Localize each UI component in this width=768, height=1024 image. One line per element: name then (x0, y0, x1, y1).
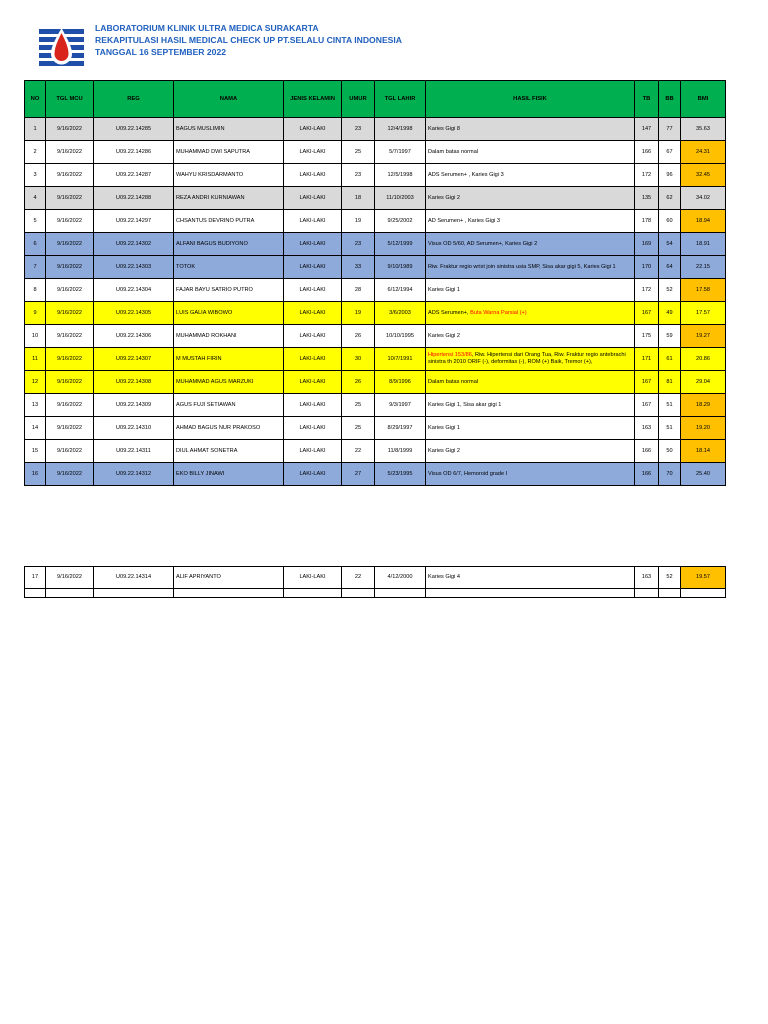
cell-jenis-kelamin: LAKI-LAKI (284, 279, 342, 302)
lab-logo-icon (39, 25, 84, 70)
table-row (25, 567, 726, 589)
col-header-umur: UMUR (342, 81, 375, 118)
cell-bmi: 18.14 (681, 440, 726, 463)
cell-hasil-fisik (426, 371, 635, 394)
cell-nama: LUIS GALIA WIBOWO (174, 302, 284, 325)
cell-no: 8 (25, 279, 46, 302)
empty-cell (25, 589, 46, 598)
hasil-fisik-text: Riw. Fraktur regio wrist join sinistra usia SMP, Sisa akar gigi 5, Karies Gigi 1 (428, 263, 616, 270)
cell-nama: MUHAMMAD AGUS MARZUKI (174, 371, 284, 394)
cell-umur: 22 (342, 567, 375, 589)
cell-tgl-lahir: 11/8/1999 (375, 440, 426, 463)
cell-tgl-mcu: 9/16/2022 (46, 210, 94, 233)
cell-tb: 167 (635, 371, 659, 394)
table-row (25, 118, 726, 141)
table-row (25, 302, 726, 325)
cell-nama: AHMAD BAGUS NUR PRAKOSO (174, 417, 284, 440)
cell-nama: EKO BILLY JINAWI (174, 463, 284, 486)
cell-jenis-kelamin: LAKI-LAKI (284, 141, 342, 164)
col-header-jenis-kelamin: JENIS KELAMIN (284, 81, 342, 118)
cell-tgl-lahir: 10/7/1991 (375, 348, 426, 371)
cell-no: 2 (25, 141, 46, 164)
cell-bmi: 34.02 (681, 187, 726, 210)
cell-bmi: 18.94 (681, 210, 726, 233)
cell-nama: TOTOK (174, 256, 284, 279)
hasil-fisik-text: , Riw. Hipertensi dari Orang Tua, Riw. Fraktur regio antebrachi sinistra th 2010 ORIF (-), deformitas (-), ROM (+) Baik, Tremor (+), (428, 352, 626, 365)
cell-tgl-lahir: 5/12/1999 (375, 233, 426, 256)
cell-hasil-fisik (426, 210, 635, 233)
cell-nama: M MUSTAH FIRIN (174, 348, 284, 371)
cell-reg: U09.22.14297 (94, 210, 174, 233)
cell-bmi: 17.57 (681, 302, 726, 325)
cell-reg: U09.22.14310 (94, 417, 174, 440)
cell-tb: 167 (635, 394, 659, 417)
cell-jenis-kelamin: LAKI-LAKI (284, 118, 342, 141)
table-header-row (25, 81, 726, 118)
mcu-table (24, 80, 726, 486)
hasil-fisik-text: Karies Gigi 1, Sisa akar gigi 1 (428, 401, 502, 408)
cell-hasil-fisik (426, 279, 635, 302)
cell-tgl-mcu: 9/16/2022 (46, 463, 94, 486)
cell-jenis-kelamin: LAKI-LAKI (284, 348, 342, 371)
hasil-fisik-text: Karies Gigi 2 (428, 447, 461, 454)
col-header-bb: BB (659, 81, 681, 118)
cell-reg: U09.22.14308 (94, 371, 174, 394)
cell-bb: 67 (659, 141, 681, 164)
cell-hasil-fisik (426, 463, 635, 486)
lab-name: LABORATORIUM KLINIK ULTRA MEDICA SURAKARTA (95, 23, 319, 33)
hasil-fisik-text: Visus OD 5/60, AD Serumen+, Karies Gigi 2 (428, 240, 538, 247)
cell-reg: U09.22.14305 (94, 302, 174, 325)
cell-bb: 64 (659, 256, 681, 279)
cell-jenis-kelamin: LAKI-LAKI (284, 256, 342, 279)
cell-bb: 70 (659, 463, 681, 486)
table-row (25, 210, 726, 233)
col-header-tgl-mcu: TGL MCU (46, 81, 94, 118)
hasil-fisik-text: Dalam batas normal (428, 378, 479, 385)
cell-hasil-fisik (426, 141, 635, 164)
empty-cell (659, 589, 681, 598)
cell-no: 9 (25, 302, 46, 325)
cell-nama: ALIF APRIYANTO (174, 567, 284, 589)
table-row (25, 440, 726, 463)
cell-tgl-lahir: 5/7/1997 (375, 141, 426, 164)
cell-tgl-lahir: 3/6/2003 (375, 302, 426, 325)
cell-tgl-mcu: 9/16/2022 (46, 302, 94, 325)
cell-tb: 147 (635, 118, 659, 141)
hasil-fisik-text: Karies Gigi 8 (428, 125, 461, 132)
empty-cell (94, 589, 174, 598)
cell-umur: 19 (342, 210, 375, 233)
cell-umur: 25 (342, 394, 375, 417)
table-row (25, 233, 726, 256)
cell-umur: 18 (342, 187, 375, 210)
cell-tgl-lahir: 12/4/1998 (375, 118, 426, 141)
cell-reg: U09.22.14302 (94, 233, 174, 256)
cell-hasil-fisik (426, 233, 635, 256)
empty-cell (635, 589, 659, 598)
cell-no: 1 (25, 118, 46, 141)
cell-tgl-mcu: 9/16/2022 (46, 417, 94, 440)
cell-bmi: 18.91 (681, 233, 726, 256)
empty-cell (284, 589, 342, 598)
cell-tgl-lahir: 6/12/1994 (375, 279, 426, 302)
hasil-fisik-text: Visus OD 6/7, Hemoroid grade I (428, 470, 508, 477)
table-row (25, 279, 726, 302)
cell-no: 14 (25, 417, 46, 440)
cell-jenis-kelamin: LAKI-LAKI (284, 440, 342, 463)
cell-reg: U09.22.14285 (94, 118, 174, 141)
cell-jenis-kelamin: LAKI-LAKI (284, 394, 342, 417)
cell-tgl-lahir: 9/25/2002 (375, 210, 426, 233)
mcu-table-continued (24, 566, 726, 598)
cell-jenis-kelamin: LAKI-LAKI (284, 325, 342, 348)
hasil-fisik-text: ADS Serumen+ , Karies Gigi 3 (428, 171, 504, 178)
cell-nama: MUHAMMAD DWI SAPUTRA (174, 141, 284, 164)
hasil-fisik-text: Karies Gigi 4 (428, 574, 461, 580)
table-row (25, 371, 726, 394)
cell-no: 17 (25, 567, 46, 589)
cell-reg: U09.22.14287 (94, 164, 174, 187)
cell-tgl-mcu: 9/16/2022 (46, 567, 94, 589)
cell-hasil-fisik (426, 302, 635, 325)
cell-jenis-kelamin: LAKI-LAKI (284, 233, 342, 256)
cell-reg: U09.22.14306 (94, 325, 174, 348)
cell-umur: 27 (342, 463, 375, 486)
cell-jenis-kelamin: LAKI-LAKI (284, 371, 342, 394)
cell-reg: U09.22.14309 (94, 394, 174, 417)
cell-no: 11 (25, 348, 46, 371)
hasil-fisik-text: ADS Serumen+, (428, 309, 471, 316)
cell-bb: 52 (659, 279, 681, 302)
cell-tgl-lahir: 8/29/1997 (375, 417, 426, 440)
cell-tgl-lahir: 10/10/1995 (375, 325, 426, 348)
cell-hasil-fisik (426, 567, 635, 589)
cell-tb: 175 (635, 325, 659, 348)
cell-umur: 30 (342, 348, 375, 371)
table-row (25, 463, 726, 486)
cell-nama: DIUL AHMAT SONETRA (174, 440, 284, 463)
cell-jenis-kelamin: LAKI-LAKI (284, 567, 342, 589)
cell-reg: U09.22.14288 (94, 187, 174, 210)
hasil-fisik-text: Karies Gigi 2 (428, 332, 461, 339)
cell-nama: FAJAR BAYU SATRIO PUTRO (174, 279, 284, 302)
cell-umur: 28 (342, 279, 375, 302)
cell-jenis-kelamin: LAKI-LAKI (284, 210, 342, 233)
cell-tb: 172 (635, 279, 659, 302)
cell-bmi: 19.57 (681, 567, 726, 589)
cell-tgl-mcu: 9/16/2022 (46, 394, 94, 417)
cell-tgl-lahir: 9/3/1997 (375, 394, 426, 417)
cell-hasil-fisik (426, 164, 635, 187)
cell-tgl-lahir: 11/10/2003 (375, 187, 426, 210)
cell-umur: 19 (342, 302, 375, 325)
hasil-fisik-highlight: Buta Warna Parsial (+) (470, 309, 527, 316)
cell-hasil-fisik (426, 394, 635, 417)
cell-hasil-fisik (426, 187, 635, 210)
cell-jenis-kelamin: LAKI-LAKI (284, 164, 342, 187)
cell-bmi: 19.27 (681, 325, 726, 348)
cell-tb: 166 (635, 440, 659, 463)
cell-bb: 77 (659, 118, 681, 141)
cell-umur: 26 (342, 325, 375, 348)
cell-nama: AGUS FUJI SETIAWAN (174, 394, 284, 417)
cell-no: 6 (25, 233, 46, 256)
cell-bmi: 20.86 (681, 348, 726, 371)
cell-bmi: 24.31 (681, 141, 726, 164)
cell-bb: 60 (659, 210, 681, 233)
cell-tgl-lahir: 4/12/2000 (375, 567, 426, 589)
cell-reg: U09.22.14304 (94, 279, 174, 302)
empty-row (25, 589, 726, 598)
cell-umur: 22 (342, 440, 375, 463)
cell-bmi: 22.15 (681, 256, 726, 279)
cell-tgl-mcu: 9/16/2022 (46, 118, 94, 141)
cell-bb: 59 (659, 325, 681, 348)
cell-tgl-mcu: 9/16/2022 (46, 279, 94, 302)
col-header-tgl-lahir: TGL LAHIR (375, 81, 426, 118)
cell-umur: 23 (342, 164, 375, 187)
cell-tgl-mcu: 9/16/2022 (46, 371, 94, 394)
cell-no: 16 (25, 463, 46, 486)
cell-no: 13 (25, 394, 46, 417)
col-header-bmi: BMI (681, 81, 726, 118)
cell-bb: 54 (659, 233, 681, 256)
cell-no: 3 (25, 164, 46, 187)
empty-cell (46, 589, 94, 598)
cell-bmi: 18.29 (681, 394, 726, 417)
table-row (25, 141, 726, 164)
empty-cell (426, 589, 635, 598)
table-row (25, 256, 726, 279)
cell-tgl-mcu: 9/16/2022 (46, 440, 94, 463)
hasil-fisik-text: Karies Gigi 1 (428, 286, 461, 293)
hasil-fisik-text: Dalam batas normal (428, 148, 479, 155)
cell-tb: 170 (635, 256, 659, 279)
cell-bb: 51 (659, 394, 681, 417)
cell-bmi: 35.63 (681, 118, 726, 141)
col-header-hasil-fisik: HASIL FISIK (426, 81, 635, 118)
cell-no: 12 (25, 371, 46, 394)
table-row (25, 417, 726, 440)
cell-tgl-mcu: 9/16/2022 (46, 233, 94, 256)
cell-umur: 25 (342, 141, 375, 164)
hasil-fisik-highlight: Hipertensi 153/86 (428, 352, 472, 358)
col-header-tb: TB (635, 81, 659, 118)
cell-tb: 135 (635, 187, 659, 210)
cell-tb: 171 (635, 348, 659, 371)
table-row (25, 187, 726, 210)
cell-tb: 169 (635, 233, 659, 256)
cell-tb: 167 (635, 302, 659, 325)
cell-reg: U09.22.14286 (94, 141, 174, 164)
empty-cell (174, 589, 284, 598)
table-row (25, 164, 726, 187)
cell-tgl-mcu: 9/16/2022 (46, 256, 94, 279)
cell-hasil-fisik (426, 118, 635, 141)
cell-nama: REZA ANDRI KURNIAWAN (174, 187, 284, 210)
cell-tgl-mcu: 9/16/2022 (46, 348, 94, 371)
cell-umur: 26 (342, 371, 375, 394)
cell-reg: U09.22.14307 (94, 348, 174, 371)
col-header-no: NO (25, 81, 46, 118)
cell-umur: 33 (342, 256, 375, 279)
cell-bmi: 19.20 (681, 417, 726, 440)
cell-tgl-mcu: 9/16/2022 (46, 325, 94, 348)
cell-bb: 96 (659, 164, 681, 187)
hasil-fisik-text: AD Serumen+ , Karies Gigi 3 (428, 217, 500, 224)
table-row (25, 325, 726, 348)
cell-jenis-kelamin: LAKI-LAKI (284, 417, 342, 440)
cell-tgl-lahir: 9/10/1989 (375, 256, 426, 279)
cell-bb: 61 (659, 348, 681, 371)
cell-bmi: 17.58 (681, 279, 726, 302)
cell-bb: 51 (659, 417, 681, 440)
cell-bmi: 29.04 (681, 371, 726, 394)
cell-reg: U09.22.14312 (94, 463, 174, 486)
empty-cell (681, 589, 726, 598)
cell-tgl-mcu: 9/16/2022 (46, 141, 94, 164)
cell-no: 5 (25, 210, 46, 233)
cell-bmi: 25.40 (681, 463, 726, 486)
cell-umur: 25 (342, 417, 375, 440)
cell-reg: U09.22.14311 (94, 440, 174, 463)
cell-jenis-kelamin: LAKI-LAKI (284, 463, 342, 486)
cell-jenis-kelamin: LAKI-LAKI (284, 187, 342, 210)
cell-jenis-kelamin: LAKI-LAKI (284, 302, 342, 325)
empty-cell (375, 589, 426, 598)
cell-hasil-fisik (426, 256, 635, 279)
cell-tb: 166 (635, 463, 659, 486)
hasil-fisik-text: Karies Gigi 2 (428, 194, 461, 201)
cell-hasil-fisik (426, 417, 635, 440)
cell-no: 10 (25, 325, 46, 348)
cell-bb: 62 (659, 187, 681, 210)
cell-hasil-fisik (426, 440, 635, 463)
report-title: REKAPITULASI HASIL MEDICAL CHECK UP PT.SELALU CINTA INDONESIA (95, 35, 403, 45)
hasil-fisik-text: Karies Gigi 1 (428, 424, 461, 431)
cell-hasil-fisik (426, 325, 635, 348)
cell-tb: 163 (635, 567, 659, 589)
cell-tgl-lahir: 8/9/1996 (375, 371, 426, 394)
cell-umur: 23 (342, 233, 375, 256)
cell-bb: 81 (659, 371, 681, 394)
report-header (95, 22, 402, 58)
col-header-reg: REG (94, 81, 174, 118)
cell-no: 4 (25, 187, 46, 210)
cell-nama: BAGUS MUSLIMIN (174, 118, 284, 141)
cell-hasil-fisik (426, 348, 635, 371)
empty-cell (342, 589, 375, 598)
cell-tb: 163 (635, 417, 659, 440)
cell-nama: MUHAMMAD ROKHANI (174, 325, 284, 348)
cell-bb: 50 (659, 440, 681, 463)
cell-bb: 49 (659, 302, 681, 325)
cell-no: 15 (25, 440, 46, 463)
cell-tb: 166 (635, 141, 659, 164)
cell-nama: ALFANI BAGUS BUDIYONO (174, 233, 284, 256)
table-row (25, 348, 726, 371)
cell-tgl-lahir: 5/23/1995 (375, 463, 426, 486)
cell-nama: WAHYU KRISDARMANTO (174, 164, 284, 187)
cell-tgl-lahir: 12/5/1998 (375, 164, 426, 187)
col-header-nama: NAMA (174, 81, 284, 118)
cell-nama: CHSANTUS DEVRINO PUTRA (174, 210, 284, 233)
cell-reg: U09.22.14314 (94, 567, 174, 589)
cell-tb: 172 (635, 164, 659, 187)
cell-bmi: 32.45 (681, 164, 726, 187)
table-row (25, 394, 726, 417)
cell-tgl-mcu: 9/16/2022 (46, 187, 94, 210)
cell-tgl-mcu: 9/16/2022 (46, 164, 94, 187)
cell-reg: U09.22.14303 (94, 256, 174, 279)
report-date: TANGGAL 16 SEPTEMBER 2022 (95, 47, 227, 57)
cell-bb: 52 (659, 567, 681, 589)
cell-no: 7 (25, 256, 46, 279)
cell-umur: 23 (342, 118, 375, 141)
cell-tb: 178 (635, 210, 659, 233)
